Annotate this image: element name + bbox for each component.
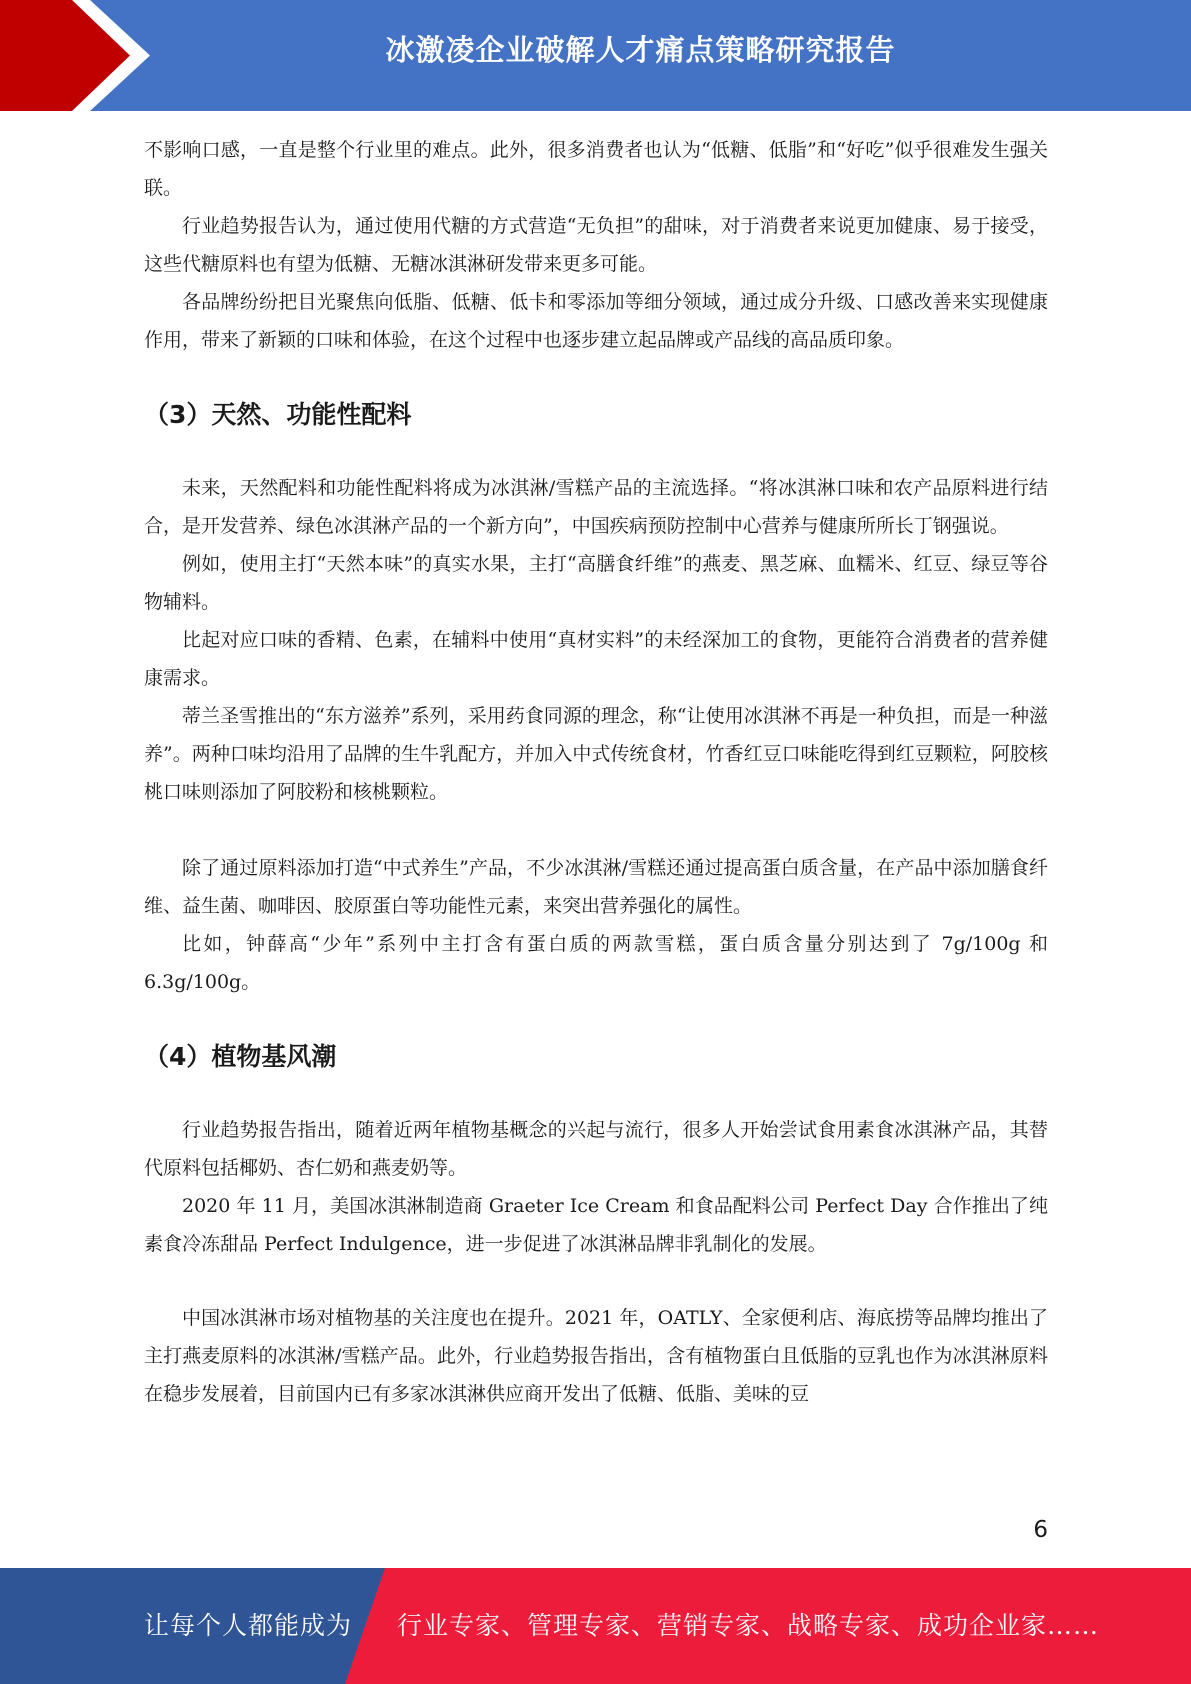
paragraph-5: 例如，使用主打“天然本味”的真实水果，主打“高膳食纤维”的燕麦、黑芝麻、血糯米、红豆、绿豆等谷物辅料。 [144, 553, 1048, 613]
header-chevron-icon [0, 0, 160, 111]
paragraph-11: 2020 年 11 月，美国冰淇淋制造商 Graeter Ice Cream 和食品配料公司 Perfect Day 合作推出了纯素食冷冻甜品 Perfect Indulgence，进一步促进了冰淇淋品牌非乳制化的发展。 [144, 1195, 1048, 1255]
page-header [0, 0, 1191, 111]
paragraph-9: 比如，钟薛高“少年”系列中主打含有蛋白质的两款雪糕，蛋白质含量分别达到了 7g/100g 和 6.3g/100g。 [144, 933, 1048, 993]
section-heading-3: （3）天然、功能性配料 [144, 400, 412, 429]
paragraph-2: 行业趋势报告认为，通过使用代糖的方式营造“无负担”的甜味，对于消费者来说更加健康、易于接受，这些代糖原料也有望为低糖、无糖冰淇淋研发带来更多可能。 [144, 215, 1048, 275]
paragraph-3: 各品牌纷纷把目光聚焦向低脂、低糖、低卡和零添加等细分领域，通过成分升级、口感改善来实现健康作用，带来了新颖的口味和体验，在这个过程中也逐步建立起品牌或产品线的高品质印象。 [144, 291, 1048, 351]
footer-slogan-right: 行业专家、管理专家、营销专家、战略专家、成功企业家…… [397, 1611, 1100, 1640]
paragraph-12: 中国冰淇淋市场对植物基的关注度也在提升。2021 年，OATLY、全家便利店、海底捞等品牌均推出了主打燕麦原料的冰淇淋/雪糕产品。此外，行业趋势报告指出，含有植物蛋白且低脂的豆乳也作为冰淇淋原料在稳步发展着，目前国内已有多家冰淇淋供应商开发出了低糖、低脂、美味的豆 [144, 1307, 1048, 1405]
paragraph-7: 蒂兰圣雪推出的“东方滋养”系列，采用药食同源的理念，称“让使用冰淇淋不再是一种负担，而是一种滋养”。两种口味均沿用了品牌的生牛乳配方，并加入中式传统食材，竹香红豆口味能吃得到红豆颗粒，阿胶核桃口味则添加了阿胶粉和核桃颗粒。 [144, 705, 1048, 803]
section-heading-4: （4）植物基风潮 [144, 1042, 337, 1071]
header-title: 冰激凌企业破解人才痛点策略研究报告 [385, 33, 896, 67]
document-body [144, 131, 1048, 1413]
paragraph-10: 行业趋势报告指出，随着近两年植物基概念的兴起与流行，很多人开始尝试食用素食冰淇淋产品，其替代原料包括椰奶、杏仁奶和燕麦奶等。 [144, 1119, 1048, 1179]
footer-slogan-left: 让每个人都能成为 [144, 1611, 353, 1640]
page-footer [0, 1568, 1191, 1684]
paragraph-8: 除了通过原料添加打造“中式养生”产品，不少冰淇淋/雪糕还通过提高蛋白质含量，在产品中添加膳食纤维、益生菌、咖啡因、胶原蛋白等功能性元素，来突出营养强化的属性。 [144, 857, 1048, 917]
paragraph-1: 不影响口感，一直是整个行业里的难点。此外，很多消费者也认为“低糖、低脂”和“好吃”似乎很难发生强关联。 [144, 139, 1048, 199]
paragraph-6: 比起对应口味的香精、色素，在辅料中使用“真材实料”的未经深加工的食物，更能符合消费者的营养健康需求。 [144, 629, 1048, 689]
paragraph-4: 未来，天然配料和功能性配料将成为冰淇淋/雪糕产品的主流选择。“将冰淇淋口味和农产品原料进行结合，是开发营养、绿色冰淇淋产品的一个新方向”，中国疾病预防控制中心营养与健康所所长丁钢强说。 [144, 477, 1048, 537]
page-number: 6 [1033, 1517, 1048, 1543]
